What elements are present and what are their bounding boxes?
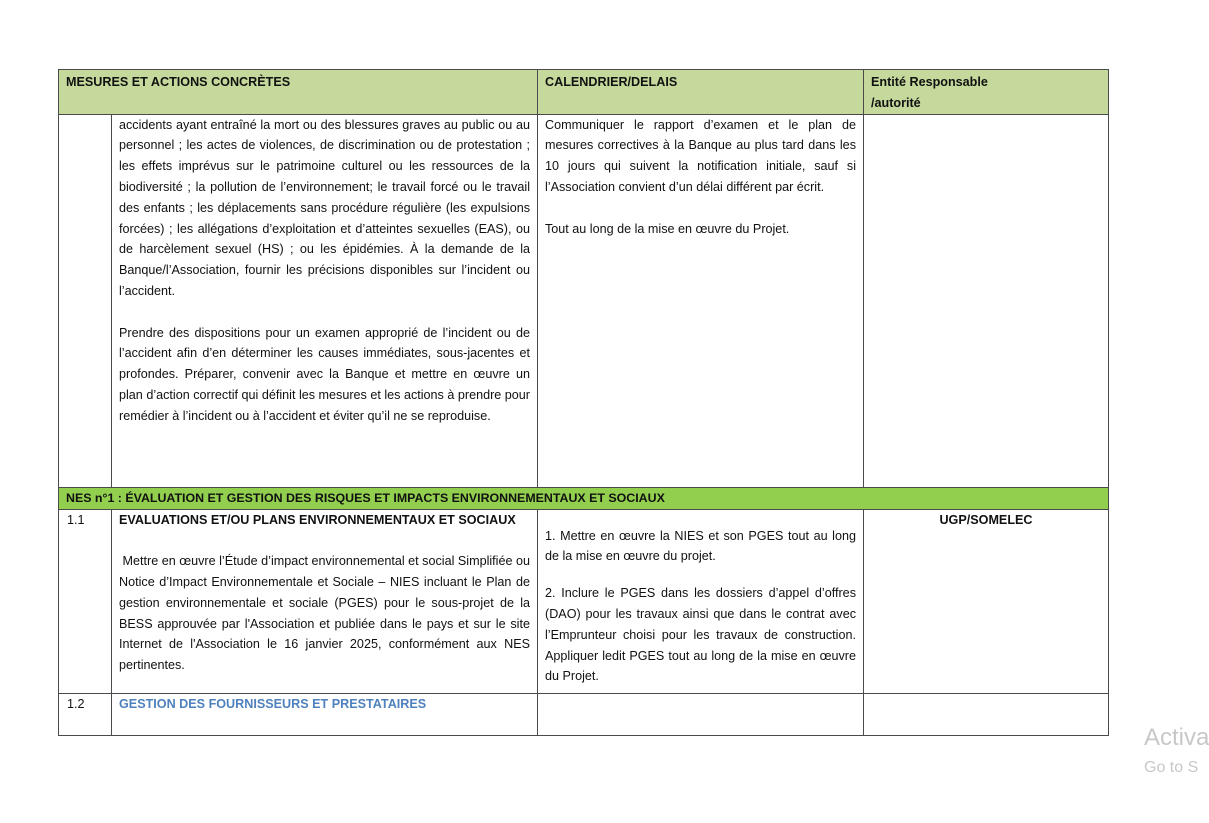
measures-cell (112, 509, 538, 693)
row-number-cell: 1.2 (59, 693, 112, 735)
activation-watermark-title: Activa (1144, 724, 1209, 751)
measures-paragraph-2: Prendre des dispositions pour un examen approprié de l’incident ou de l’accident afin d’en déterminer les causes immédiates, sous-jacentes et profondes. Préparer, convenir avec la Banque et mettre en œuvre un plan d’action correctif qui définit les mesures et les actions à prendre pour remédier à l’incident ou à l’accident et éviter qu’il ne se reproduise. (119, 325, 530, 423)
calendar-paragraph-1: Communiquer le rapport d’examen et le plan de mesures correctives à la Banque au plus tard dans les 10 jours qui suivent la notification initiale, sauf si l’Association convient d’un délai différent par écrit. (545, 117, 856, 194)
header-measures: MESURES ET ACTIONS CONCRÈTES (59, 70, 538, 115)
calendar-paragraph-2: Tout au long de la mise en œuvre du Projet. (545, 221, 790, 236)
entity-cell: UGP/SOMELEC (864, 509, 1109, 693)
measures-paragraph: Mettre en œuvre l’Étude d’impact environnemental et social Simplifiée ou Notice d’Impact Environnementale et Sociale – NIES incluant le Plan de gestion environnementale et sociale (PGES) pour le sous-projet de la BESS approuvée par l'Association et publiée dans le pays et sur le site Internet de l'Association le 16 janvier 2025, conformément aux NES pertinentes. (119, 554, 534, 673)
calendar-paragraph-1: 1. Mettre en œuvre la NIES et son PGES tout au long de la mise en œuvre du projet. (545, 528, 856, 564)
row-title: GESTION DES FOURNISSEURS ET PRESTATAIRES (119, 696, 427, 711)
entity-cell (864, 114, 1109, 487)
calendar-cell (538, 509, 864, 693)
calendar-paragraph-2: 2. Inclure le PGES dans les dossiers d’appel d’offres (DAO) pour les travaux ainsi que dans le contrat avec l’Emprunteur choisi pour les travaux de construction. Appliquer ledit PGES tout au long de la mise en œuvre du Projet. (545, 586, 856, 684)
section-header-nes1: NES n°1 : ÉVALUATION ET GESTION DES RISQUES ET IMPACTS ENVIRONNEMENTAUX ET SOCIAUX (59, 487, 1109, 509)
row-number-cell: 1.1 (59, 509, 112, 693)
table-row-1-1 (59, 509, 1109, 693)
header-entity-line2: /autorité (871, 95, 921, 110)
table-header-row (59, 70, 1109, 115)
measures-cell (112, 114, 538, 487)
header-calendar: CALENDRIER/DELAIS (538, 70, 864, 115)
header-entity (864, 70, 1109, 115)
table-row-continued (59, 114, 1109, 487)
row-title: EVALUATIONS ET/OU PLANS ENVIRONNEMENTAUX ET SOCIAUX (119, 512, 516, 527)
measures-paragraph-1: accidents ayant entraîné la mort ou des blessures graves au public ou au personnel ; les actes de violences, de discrimination ou de protestation ; les effets imprévus sur le patrimoine culturel ou les ressources de la biodiversité ; la pollution de l’environnement; le travail forcé ou le travail des enfants ; les déplacements sans procédure régulière (les expulsions forcées) ; les allégations d’exploitation et d’atteintes sexuelles (EAS), ou de harcèlement sexuel (HS) ; ou les épidémies. À la demande de la Banque/l’Association, fournir les précisions disponibles sur l’incident ou l’accident. (119, 117, 530, 298)
table-row-1-2 (59, 693, 1109, 735)
section-header-row (59, 487, 1109, 509)
entity-cell (864, 693, 1109, 735)
calendar-cell (538, 114, 864, 487)
commitment-plan-table (58, 69, 1109, 736)
measures-cell (112, 693, 538, 735)
row-number-cell (59, 114, 112, 487)
activation-watermark-subtitle: Go to S (1144, 759, 1199, 776)
calendar-cell (538, 693, 864, 735)
header-entity-line1: Entité Responsable (871, 75, 988, 89)
